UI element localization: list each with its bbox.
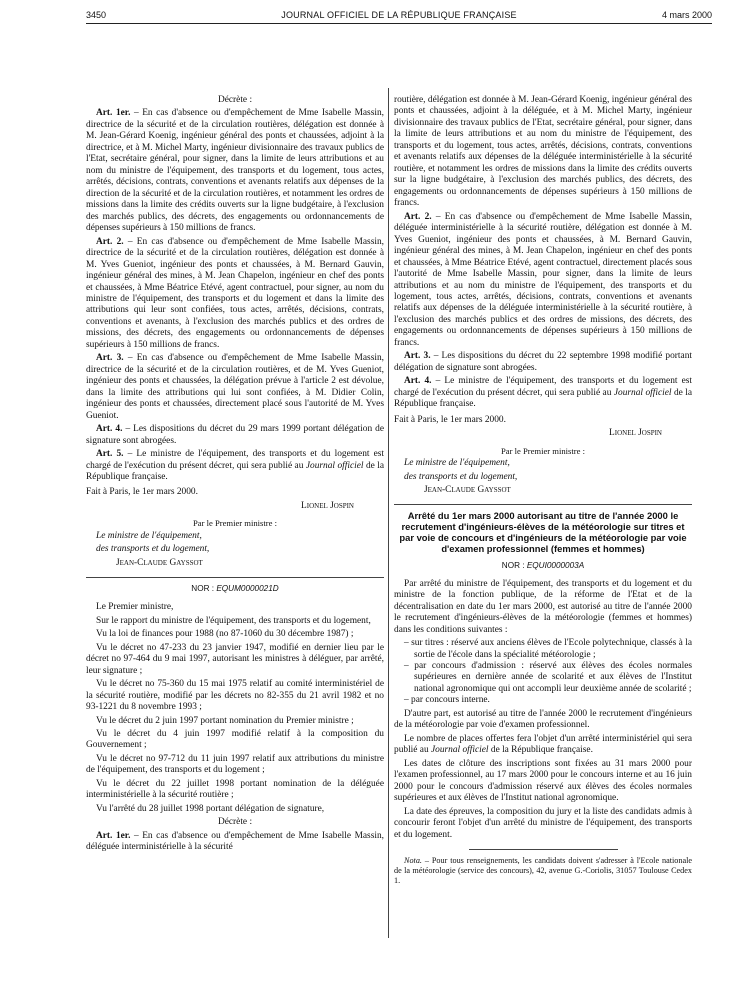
article-1 — [86, 108, 384, 234]
minister-name: Jean-Claude Gayssot — [116, 557, 203, 568]
paragraph: Les dates de clôture des inscriptions sont fixées au 31 mars 2000 pour l'examen professionnel, au 17 mars 2000 pour le concours interne et au 16 juin 2000 pour le concours d'admission réservé aux élèves des écoles normales supérieures et aux élèves de l'Institut national agronomique. — [394, 758, 692, 804]
paragraph — [394, 734, 692, 757]
article-label: Art. 1er. — [96, 108, 131, 119]
nor-label: NOR : — [501, 560, 527, 570]
conditions-list — [394, 638, 692, 707]
minister-title: Le ministre de l'équipement, — [404, 458, 510, 469]
visa: Vu la loi de finances pour 1988 (no 87-1060 du 30 décembre 1987) ; — [96, 629, 354, 640]
visa: Vu le décret no 47-233 du 23 janvier 1947, modifié en dernier lieu par le décret no 97-464 du 9 mai 1997, autorisant les ministres à déléguer, par arrêté, leur signature ; — [86, 642, 384, 676]
par-premier-ministre: Par le Premier ministre : — [192, 518, 277, 529]
nor-reference — [86, 584, 384, 594]
nor-code: EQUI0000003A — [526, 560, 585, 570]
visa: Vu le décret no 75-360 du 15 mai 1975 relatif au comité interministériel de la sécurité routière, modifié par les décrets no 82-355 du 21 avril 1982 et no 93-1221 du 8 novembre 1993 ; — [86, 679, 384, 713]
article-label: Art. 4. — [96, 424, 123, 435]
article-3 — [394, 351, 692, 374]
arrete-title: Arrêté du 1er mars 2000 autorisant au titre de l'année 2000 le recrutement d'ingénieurs-élèves de la météorologie sur titres et par voie de concours et d'ingénieurs de la météorologie par voie d'examen professionnel (femmes et hommes) — [399, 510, 687, 554]
visa: Vu le décret no 97-712 du 11 juin 1997 relatif aux attributions du ministre de l'équipement, des transports et du logement ; — [86, 753, 384, 776]
paragraph-text: de la République française. — [488, 745, 593, 756]
nota-label: Nota. — [404, 856, 422, 866]
article-label: Art. 3. — [404, 351, 431, 362]
list-item: – par concours interne. — [404, 695, 490, 706]
visa: Sur le rapport du ministre de l'équipement, des transports et du logement, — [96, 615, 371, 626]
article-label: Art. 5. — [96, 449, 124, 460]
nota — [394, 856, 692, 886]
separator — [86, 577, 384, 578]
visa: Vu le décret du 4 juin 1997 modifié relatif à la composition du Gouvernement ; — [86, 728, 384, 751]
article-4 — [86, 424, 384, 447]
minister-name: Jean-Claude Gayssot — [424, 485, 511, 496]
article-text: – Le ministre de l'équipement, des transports et du logement est chargé de l'exécution du présent décret, qui sera publié au — [86, 449, 384, 471]
nota-text: – Pour tous renseignements, les candidats doivent s'adresser à l'Ecole nationale de la météorologie (service des concours), 42, avenue G.-Coriolis, 31057 Toulouse Cedex 1. — [394, 856, 692, 886]
nor-code: EQUM0000021D — [216, 584, 279, 594]
journal-officiel-ref: Journal officiel — [430, 745, 489, 756]
article-label: Art. 3. — [96, 353, 124, 364]
paragraph: Par arrêté du ministre de l'équipement, des transports et du logement et du ministre de la fonction publique, de la réforme de l'Etat et de la décentralisation en date du 1er mars 2000, est autorisé au titre de l'année 2000 le recrutement d'ingénieurs-élèves de la météorologie (femmes et hommes) dans les conditions suivantes : — [394, 578, 692, 635]
list-item: – sur titres : réservé aux anciens élèves de l'Ecole polytechnique, classés à la sortie de l'école dans la spécialité météorologie ; — [404, 638, 692, 660]
article-label: Art. 1er. — [96, 830, 131, 841]
journal-officiel-ref: Journal officiel — [305, 460, 364, 471]
minister-title: des transports et du logement, — [404, 471, 518, 482]
column-divider — [388, 88, 389, 938]
article-text: de la République française. — [86, 460, 384, 482]
paragraph: La date des épreuves, la composition du jury et la liste des candidats admis à concourir feront l'objet d'un arrêté du ministre de l'équipement, des transports et du logement. — [394, 806, 692, 840]
article-text: – Les dispositions du décret du 29 mars 1999 portant délégation de signature sont abrogées. — [86, 424, 384, 446]
nor-reference — [394, 561, 692, 571]
article-label: Art. 4. — [404, 376, 432, 387]
article-text: – Les dispositions du décret du 22 septembre 1998 modifié portant délégation de signature sont abrogées. — [394, 351, 692, 373]
article-text: – En cas d'absence ou d'empêchement de Mme Isabelle Massin, directrice de la sécurité et de la circulation routières, et de M. Yves Gueniot, ingénieur des ponts et chaussées, la délégation prévue à l'article 2 est dévolue, dans la limite des attributions qui lui sont confiées, à M. Didier Colin, ingénieur des ponts et chaussées, directement placé sous l'autorité de M. Yves Gueniot. — [86, 353, 384, 421]
article-2 — [86, 237, 384, 352]
article-text: – En cas d'absence ou d'empêchement de Mme Isabelle Massin, déléguée interministérielle à la sécurité — [86, 830, 384, 853]
article-text: – En cas d'absence ou d'empêchement de Mme Isabelle Massin, déléguée interministérielle à la sécurité routière, délégation est donnée à M. Yves Gueniot, ingénieur des ponts et chaussées, à M. Bernard Gauvin, ingénieur général des mines, à M. Jean Chapelon, ingénieur en chef des ponts et chaussées, à Mme Béatrice Etévé, agent contractuel, directement placés sous l'autorité de Mme Isabelle Massin, pour signer, dans la limite de leurs attributions et au nom du ministre de l'équipement, des transports et du logement, tous actes, arrêtés, décisions, contrats, conventions et avenants relatifs aux dépenses de la déléguée interministérielle à la sécurité routière, à l'exclusion des marchés publics et des ordres de missions, des décrets, des engagements ou ordonnancements de dépenses supérieurs à 150 millions de francs. — [394, 211, 692, 348]
article-5 — [86, 449, 384, 483]
nor-label: NOR : — [191, 584, 217, 594]
issue-date: 4 mars 2000 — [661, 10, 712, 20]
article-text: de la République française. — [394, 387, 692, 410]
fait-a-paris: Fait à Paris, le 1er mars 2000. — [394, 414, 506, 425]
article-4 — [394, 376, 692, 410]
signer-name: Lionel Jospin — [609, 428, 662, 439]
article-3 — [86, 353, 384, 422]
right-column — [394, 95, 692, 888]
paragraph-text: Le nombre de places offertes fera l'objet d'un arrêté interministériel qui sera publié au — [394, 733, 692, 756]
article-text: – En cas d'absence ou d'empêchement de Mme Isabelle Massin, directrice de la sécurité et de la circulation routières, délégation est donnée à M. Yves Gueniot, ingénieur des ponts et chaussées, à M. Bernard Gauvin, ingénieur général des mines, à M. Jean Chapelon, ingénieur en chef des ponts et chaussées, à Mme Béatrice Etévé, agent contractuel, pour signer, au nom du ministre de l'équipement, des transports et du logement et dans la limite des attributions qui leur sont confiées, tous actes, arrêtés, décisions, contrats, conventions et avenants, à l'exclusion des marchés publics et des ordres de missions, des décrets, des engagements ou ordonnancements de dépenses supérieurs à 150 millions de francs. — [86, 236, 384, 350]
article-text: – Le ministre de l'équipement, des transports et du logement est chargé de l'exécution du présent décret, qui sera publié au — [394, 376, 692, 398]
premier-ministre: Le Premier ministre, — [96, 602, 174, 613]
minister-title: des transports et du logement, — [96, 544, 210, 555]
article-label: Art. 2. — [96, 236, 124, 247]
paragraph: D'autre part, est autorisé au titre de l'année 2000 le recrutement d'ingénieurs de la météorologie par voie d'examen professionnel. — [394, 708, 692, 731]
par-premier-ministre: Par le Premier ministre : — [500, 445, 585, 456]
decrete-heading: Décrète : — [217, 95, 253, 105]
separator — [394, 504, 692, 505]
visa: Vu le décret du 22 juillet 1998 portant nomination de la déléguée interministérielle à la sécurité routière ; — [86, 778, 384, 801]
fait-a-paris: Fait à Paris, le 1er mars 2000. — [86, 487, 198, 498]
journal-title: JOURNAL OFFICIEL DE LA RÉPUBLIQUE FRANÇAISE — [281, 10, 517, 20]
page-number: 3450 — [86, 10, 107, 20]
minister-title: Le ministre de l'équipement, — [96, 530, 202, 541]
journal-officiel-ref: Journal officiel — [613, 387, 672, 398]
article-2 — [394, 212, 692, 350]
decrete-heading: Décrète : — [217, 817, 253, 828]
article-text: – En cas d'absence ou d'empêchement de Mme Isabelle Massin, directrice de la sécurité et de la circulation routières, délégation est donnée à M. Jean-Gérard Koenig, ingénieur général des ponts et chaussées, adjoint à la directrice, et à M. Michel Marty, ingénieur divisionnaire des travaux publics de l'Etat, secrétaire général, pour signer, dans la limite de leurs attributions et au nom du ministre de l'équipement, des transports et du logement, tous actes, arrêtés, décisions, contrats, conventions et avenants relatifs aux dépenses de la direction de la sécurité et de la circulation routières, et notamment les ordres de missions dans la limite des crédits ouverts sur la ligne budgétaire, à l'exclusion des marchés publics, des décrets, des engagements ou ordonnancements de dépenses supérieurs à 150 millions de francs. — [86, 108, 384, 234]
article-1-continued: routière, délégation est donnée à M. Jean-Gérard Koenig, ingénieur général des ponts et chaussées, adjoint à la déléguée, et à M. Michel Marty, ingénieur divisionnaire des travaux publics de l'Etat, secrétaire général, pour signer, dans la limite de leurs attributions et au nom du ministre de l'équipement, des transports et du logement, tous actes, arrêtés, décisions, contrats, conventions et avenants relatifs aux dépenses de la déléguée interministérielle à la sécurité routière, et notamment les ordres de missions dans la limite des crédits ouverts sur la ligne budgétaire, à l'exclusion des marchés publics, des décrets, des engagements ou ordonnancements de dépenses supérieurs à 150 millions de francs. — [394, 95, 692, 209]
visa: Vu l'arrêté du 28 juillet 1998 portant délégation de signature, — [96, 803, 325, 814]
header-rule — [86, 23, 712, 24]
list-item: – par concours d'admission : réservé aux élèves des écoles normales supérieures en dernière année de scolarité et aux élèves de l'Institut national agronomique qui ont accompli leur deuxième année de scolarité ; — [404, 661, 692, 694]
signer-name: Lionel Jospin — [301, 500, 354, 511]
visa: Vu le décret du 2 juin 1997 portant nomination du Premier ministre ; — [96, 715, 354, 726]
left-column — [86, 95, 384, 856]
note-separator — [469, 849, 618, 850]
article-label: Art. 2. — [404, 211, 432, 222]
article-1-second — [86, 831, 384, 854]
